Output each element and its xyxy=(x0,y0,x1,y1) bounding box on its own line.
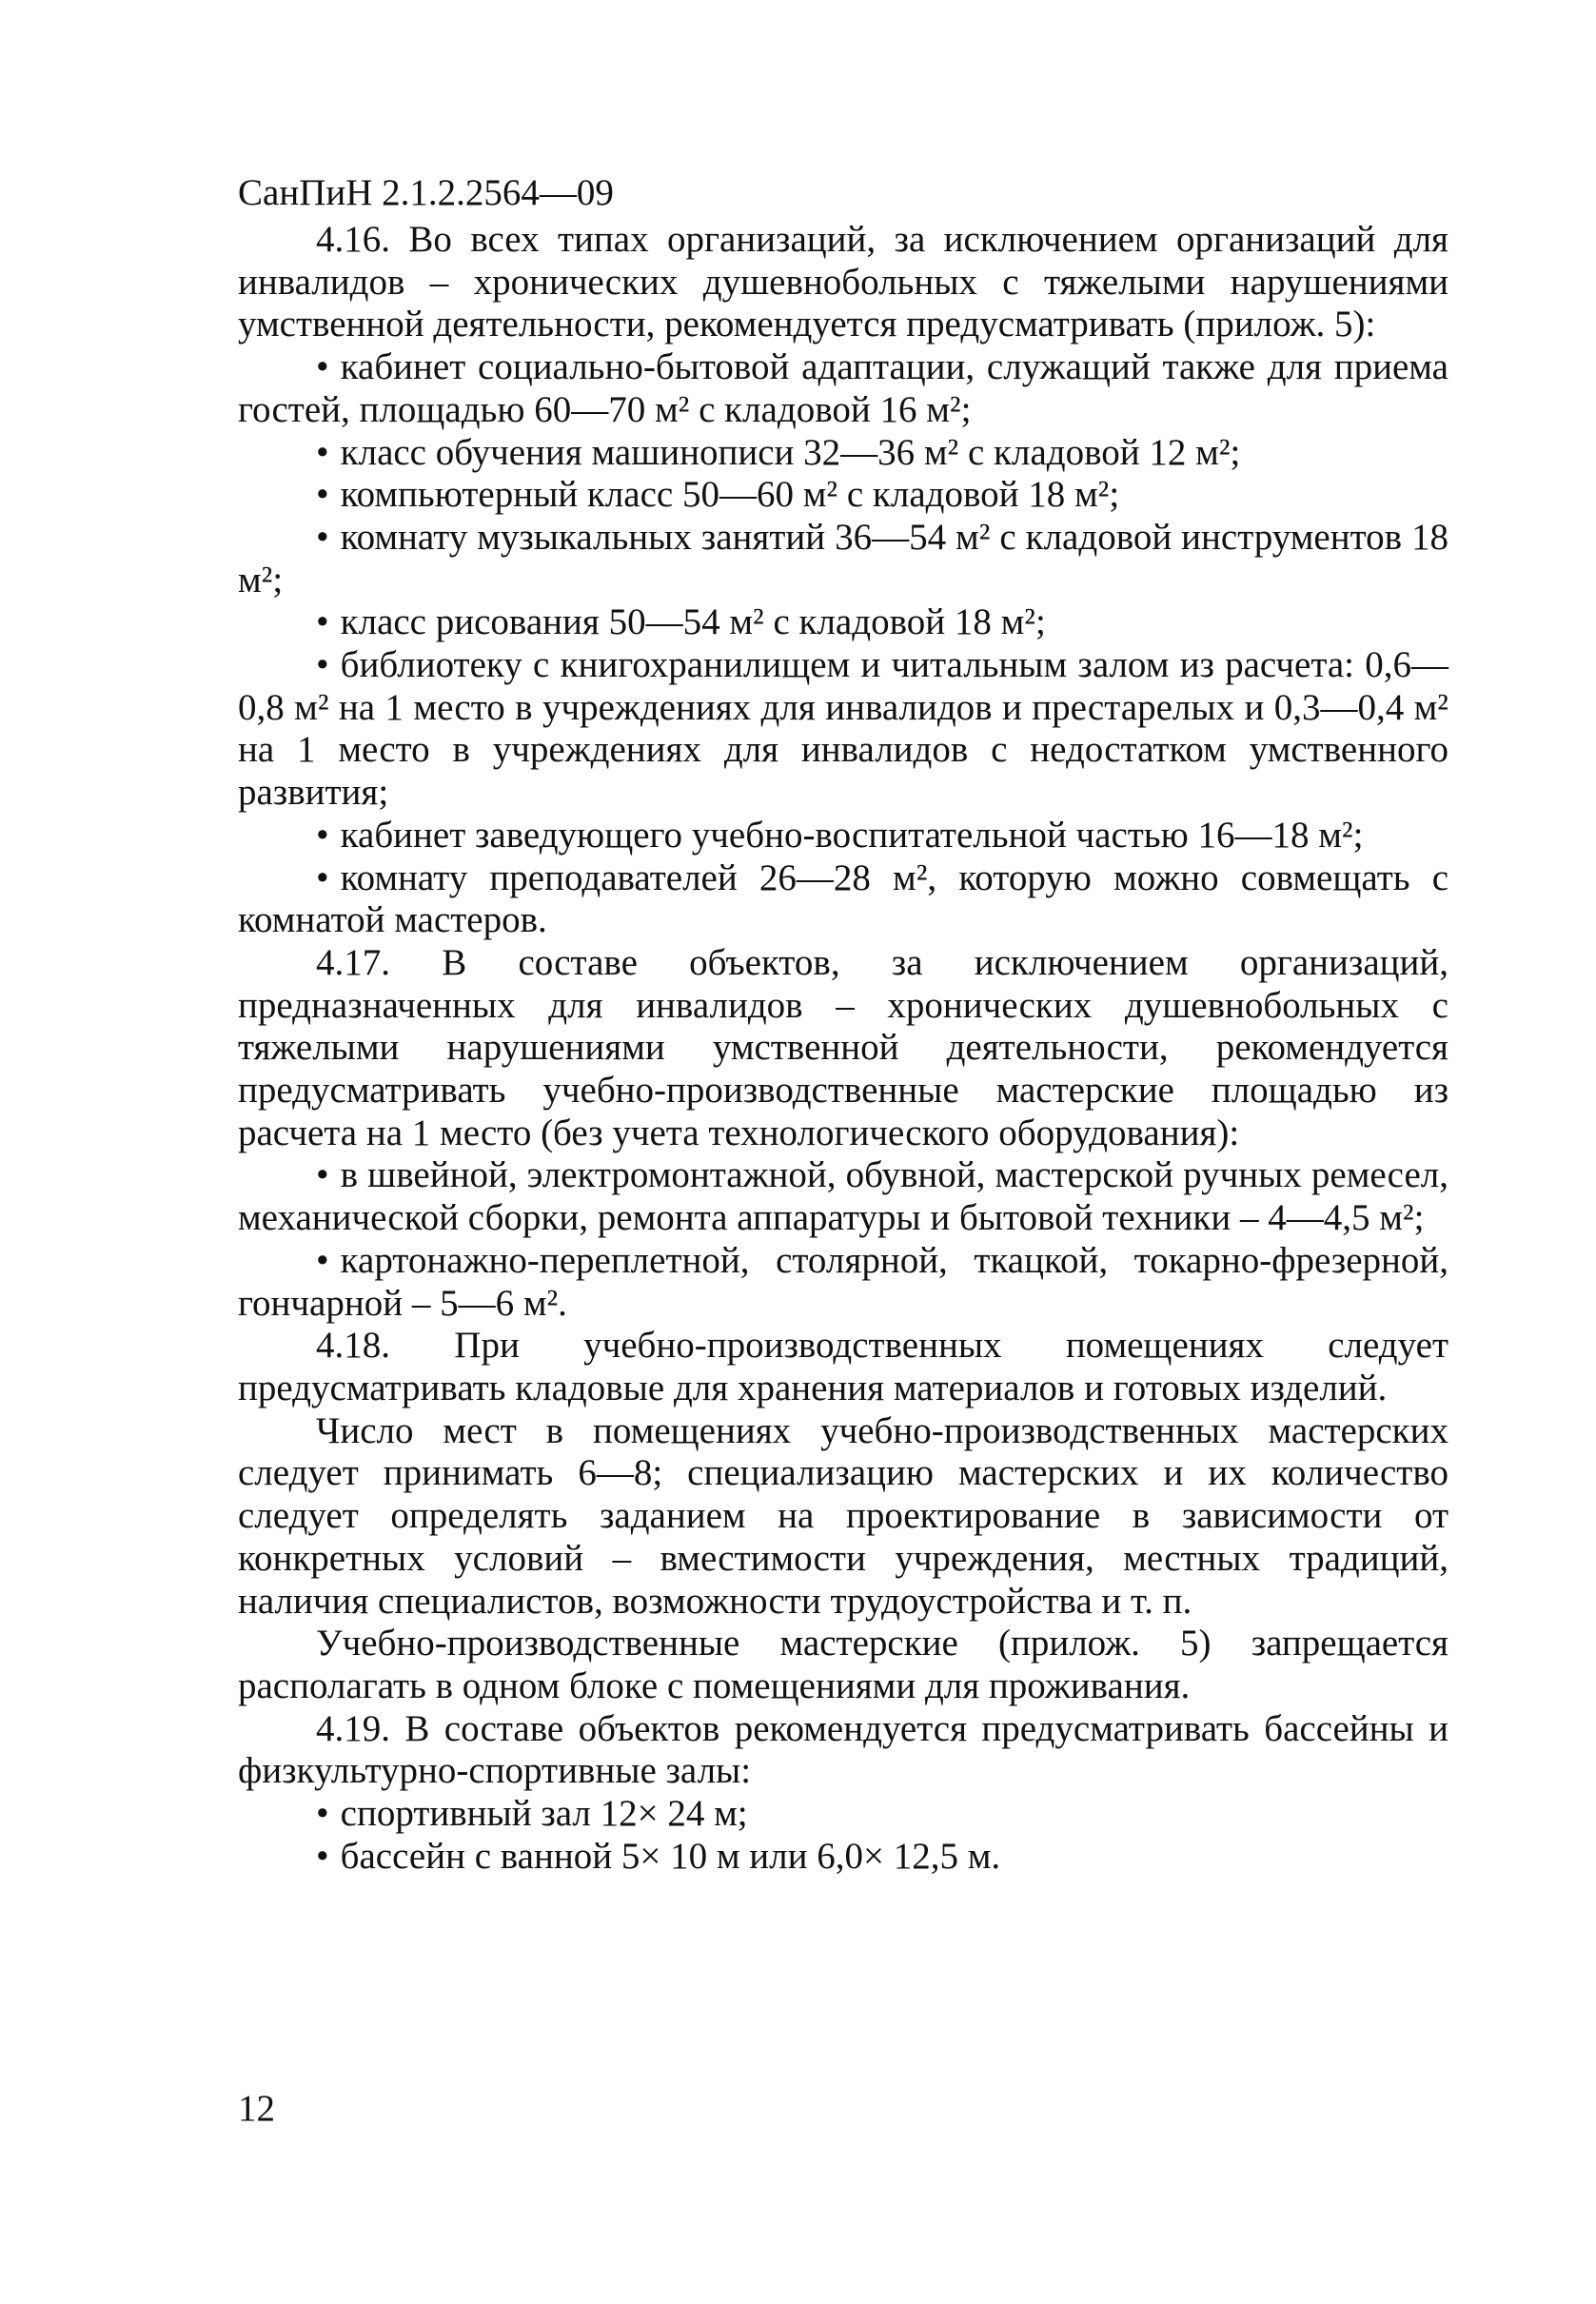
paragraph-4-18: 4.18. При учебно-производственных помещениях следует предусматривать кладовые для хранения материалов и готовых изделий. xyxy=(238,1325,1448,1408)
paragraph-4-19: 4.19. В составе объектов рекомендуется предусматривать бассейны и физкультурно-спортивные залы: xyxy=(238,1707,1448,1792)
list-item: • кабинет социально-бытовой адаптации, служащий также для приема гостей, площадью 60—70 м² с кладовой 16 м²; xyxy=(238,346,1448,431)
list-item: • комнату музыкальных занятий 36—54 м² с кладовой инструментов 18 м²; xyxy=(238,517,1448,601)
list-item: • класс обучения машинописи 32—36 м² с кладовой 12 м²; xyxy=(238,432,1448,475)
page-number: 12 xyxy=(238,2088,275,2129)
paragraph: Учебно-производственные мастерские (прилож. 5) запрещается располагать в одном блоке с помещениями для проживания. xyxy=(238,1623,1448,1706)
list-item: • кабинет заведующего учебно-воспитательной частью 16—18 м²; xyxy=(238,815,1448,857)
list-item: • бассейн с ванной 5× 10 м или 6,0× 12,5 м. xyxy=(238,1836,1448,1879)
paragraph-4-17: 4.17. В составе объектов, за исключением организаций, предназначенных для инвалидов – хронических душевнобольных с тяжелыми нарушениями умственной деятельности, рекомендуется предусматривать учебно-производственные мастерские площадью из расчета на 1 место (без учета технологического оборудования): xyxy=(238,941,1448,1153)
list-item: • спортивный зал 12× 24 м; xyxy=(238,1793,1448,1836)
list-item: • библиотеку с книгохранилищем и читальным залом из расчета: 0,6—0,8 м² на 1 место в учреждениях для инвалидов и престарелых и 0,3—0,4 м² на 1 место в учреждениях для инвалидов с недостатком умственного развития; xyxy=(238,644,1448,815)
document-header: СанПиН 2.1.2.2564—09 xyxy=(238,172,614,213)
list-item: • компьютерный класс 50—60 м² с кладовой 18 м²; xyxy=(238,474,1448,517)
list-item: • класс рисования 50—54 м² с кладовой 18 м²; xyxy=(238,601,1448,644)
document-body xyxy=(238,219,1448,1878)
list-item: • картонажно-переплетной, столярной, ткацкой, токарно-фрезерной, гончарной – 5—6 м². xyxy=(238,1240,1448,1325)
list-item: • в швейной, электромонтажной, обувной, мастерской ручных ремесел, механической сборки, ремонта аппаратуры и бытовой техники – 4—4,5 м²; xyxy=(238,1154,1448,1239)
paragraph: Число мест в помещениях учебно-производственных мастерских следует принимать 6—8; специализацию мастерских и их количество следует определять заданием на проектирование в зависимости от конкретных условий – вместимости учреждения, местных традиций, наличия специалистов, возможности трудоустройства и т. п. xyxy=(238,1409,1448,1622)
list-item: • комнату преподавателей 26—28 м², которую можно совмещать с комнатой мастеров. xyxy=(238,857,1448,942)
paragraph-4-16: 4.16. Во всех типах организаций, за исключением организаций для инвалидов – хронических душевнобольных с тяжелыми нарушениями умственной деятельности, рекомендуется предусматривать (прилож. 5): xyxy=(238,219,1448,345)
